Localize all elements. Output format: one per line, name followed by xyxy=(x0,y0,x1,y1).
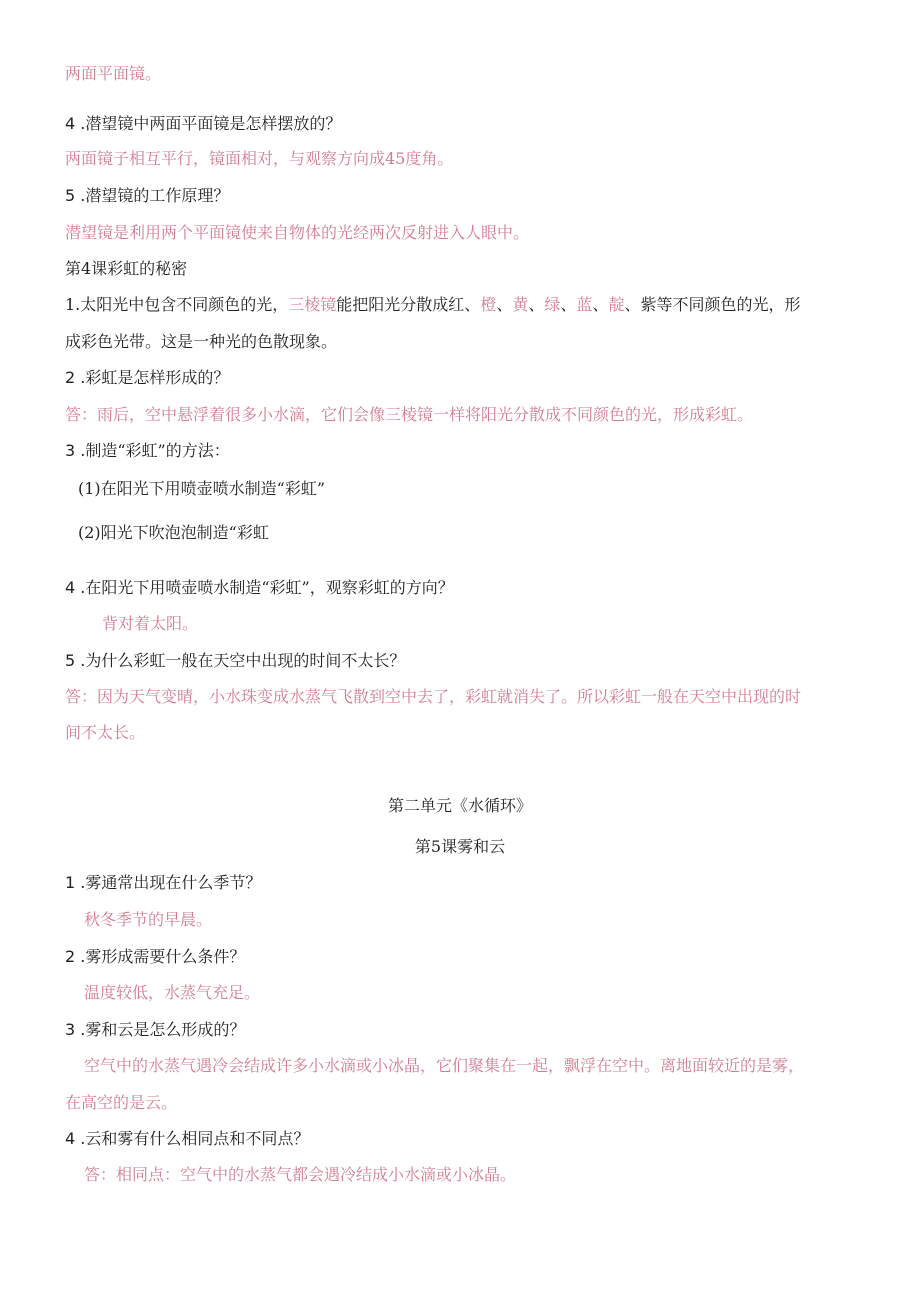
text-run: 1.太阳光中包含不同颜色的光， xyxy=(65,295,289,314)
answer-line: 答：雨后，空中悬浮着很多小水滴，它们会像三棱镜一样将阳光分散成不同颜色的光，形成彩虹。 xyxy=(65,405,754,424)
method-item: (2)阳光下吹泡泡制造“彩虹 xyxy=(78,523,269,542)
answer-line: 两面平面镜。 xyxy=(65,64,162,83)
question-text: .云和雾有什么相同点和不同点？ xyxy=(80,1129,310,1148)
question-number: 4 xyxy=(65,1129,76,1148)
paragraph-line: 成彩色光带。这是一种光的色散现象。 xyxy=(65,332,338,351)
question-number: 2 xyxy=(65,947,76,966)
highlight-run: 三棱镜 xyxy=(288,295,337,314)
text-run: 、紫等不同颜色的光，形 xyxy=(624,295,801,314)
question-line xyxy=(65,577,454,599)
answer-line: 温度较低，水蒸气充足。 xyxy=(84,983,261,1002)
question-text: .雾和云是怎么形成的？ xyxy=(80,1020,246,1039)
text-run: 、 xyxy=(560,295,577,314)
question-text: .潜望镜中两面平面镜是怎样摆放的？ xyxy=(80,114,342,133)
answer-line: 答：相同点：空气中的水蒸气都会遇冷结成小水滴或小冰晶。 xyxy=(84,1165,517,1184)
question-number: 4 xyxy=(65,114,76,133)
question-number: 4 xyxy=(65,578,76,597)
question-number: 1 xyxy=(65,873,76,892)
text-run: 能把阳光分散成红、 xyxy=(336,295,481,314)
answer-line: 潜望镜是利用两个平面镜使来自物体的光经两次反射进入人眼中。 xyxy=(65,223,530,242)
highlight-run: 橙 xyxy=(480,295,497,314)
answer-line: 两面镜子相互平行，镜面相对，与观察方向成45度角。 xyxy=(65,149,454,168)
text-run: 、 xyxy=(528,295,545,314)
text-run: 、 xyxy=(592,295,609,314)
question-line xyxy=(65,367,229,389)
question-line xyxy=(65,1019,245,1041)
method-item: (1)在阳光下用喷壶喷水制造“彩虹” xyxy=(78,479,326,498)
question-line xyxy=(65,1128,309,1150)
answer-line: 答：因为天气变晴，小水珠变成水蒸气飞散到空中去了，彩虹就消失了。所以彩虹一般在天空中出现的时 xyxy=(65,687,802,706)
question-text: .在阳光下用喷壶喷水制造“彩虹”，观察彩虹的方向？ xyxy=(80,578,454,597)
question-text: .为什么彩虹一般在天空中出现的时间不太长？ xyxy=(80,651,406,670)
question-text: .雾形成需要什么条件？ xyxy=(80,947,246,966)
lesson-title: 第5课雾和云 xyxy=(414,837,506,856)
question-line xyxy=(65,113,341,135)
answer-line: 秋冬季节的早晨。 xyxy=(84,910,213,929)
question-number: 5 xyxy=(65,651,76,670)
highlight-run: 蓝 xyxy=(576,295,593,314)
paragraph-line xyxy=(65,294,800,316)
question-text: .制造“彩虹”的方法： xyxy=(80,441,230,460)
highlight-run: 靛 xyxy=(608,295,625,314)
question-number: 3 xyxy=(65,1020,76,1039)
highlight-run: 黄 xyxy=(512,295,529,314)
highlight-run: 绿 xyxy=(544,295,561,314)
answer-line: 空气中的水蒸气遇冷会结成许多小水滴或小冰晶，它们聚集在一起，飘浮在空中。离地面较近的是雾， xyxy=(84,1056,805,1075)
answer-line: 在高空的是云。 xyxy=(65,1093,178,1112)
question-text: .潜望镜的工作原理？ xyxy=(80,186,230,205)
lesson-heading: 第4课彩虹的秘密 xyxy=(65,259,188,278)
question-line xyxy=(65,872,261,894)
question-text: .彩虹是怎样形成的？ xyxy=(80,368,230,387)
question-number: 5 xyxy=(65,186,76,205)
question-line xyxy=(65,440,230,462)
question-line xyxy=(65,650,405,672)
question-number: 3 xyxy=(65,441,76,460)
question-text: .雾通常出现在什么季节？ xyxy=(80,873,262,892)
question-line xyxy=(65,185,229,207)
answer-line: 间不太长。 xyxy=(65,723,146,742)
question-line xyxy=(65,946,245,968)
text-run: 、 xyxy=(496,295,513,314)
unit-title: 第二单元《水循环》 xyxy=(387,796,532,815)
question-number: 2 xyxy=(65,368,76,387)
answer-line: 背对着太阳。 xyxy=(102,614,199,633)
